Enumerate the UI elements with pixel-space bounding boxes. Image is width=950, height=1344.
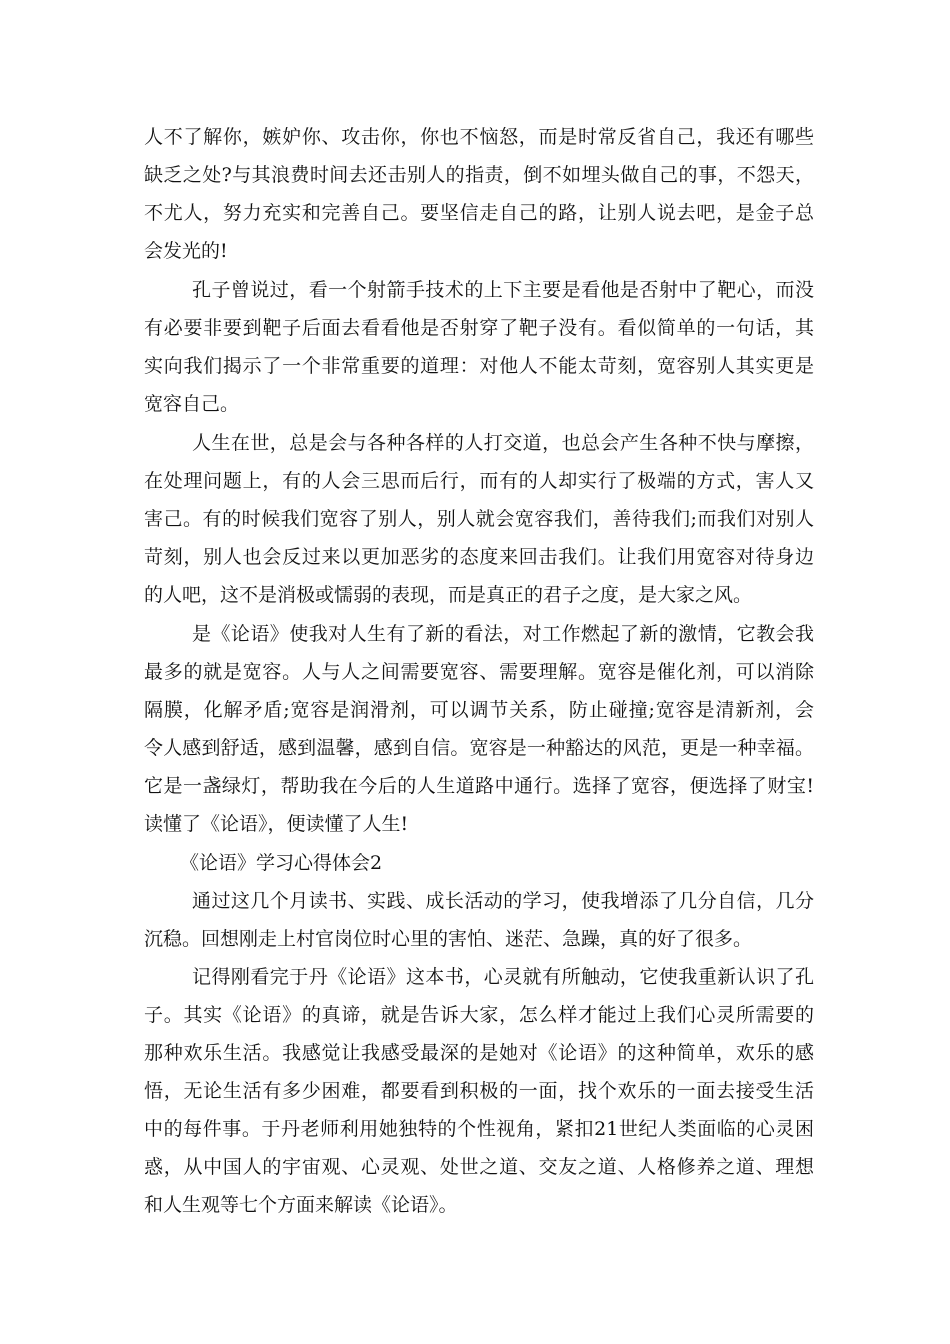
body-text-line: 记得刚看完于丹《论语》这本书，心灵就有所触动，它使我重新认识了孔 bbox=[192, 966, 814, 988]
body-text-line: 和人生观等七个方面来解读《论语》。 bbox=[144, 1194, 458, 1216]
body-text-line: 苛刻，别人也会反过来以更加恶劣的态度来回击我们。让我们用宽容对待身边 bbox=[144, 546, 814, 568]
body-text-line: 缺乏之处?与其浪费时间去还击别人的指责，倒不如埋头做自己的事，不怨天， bbox=[144, 164, 814, 186]
body-text-line: 孔子曾说过，看一个射箭手技术的上下主要是看他是否射中了靶心，而没 bbox=[192, 279, 814, 301]
body-text-line: 它是一盏绿灯，帮助我在今后的人生道路中通行。选择了宽容，便选择了财宝! bbox=[144, 775, 814, 797]
body-text-line: 有必要非要到靶子后面去看看他是否射穿了靶子没有。看似简单的一句话，其 bbox=[144, 317, 814, 339]
body-text-line: 读懂了《论语》，便读懂了人生! bbox=[144, 813, 409, 835]
body-text-line: 最多的就是宽容。人与人之间需要宽容、需要理解。宽容是催化剂，可以消除 bbox=[144, 661, 814, 683]
body-text-line: 宽容自己。 bbox=[144, 393, 240, 415]
body-text-line: 惑，从中国人的宇宙观、心灵观、处世之道、交友之道、人格修养之道、理想 bbox=[144, 1156, 814, 1178]
body-text-line: 是《论语》使我对人生有了新的看法，对工作燃起了新的激情，它教会我 bbox=[192, 623, 814, 645]
body-text-line: 人不了解你，嫉妒你、攻击你，你也不恼怒，而是时常反省自己，我还有哪些 bbox=[144, 126, 814, 148]
body-text-line: 害己。有的时候我们宽容了别人，别人就会宽容我们，善待我们;而我们对别人 bbox=[144, 508, 814, 530]
body-text-line: 会发光的! bbox=[144, 240, 228, 262]
body-text-line: 隔膜，化解矛盾;宽容是润滑剂，可以调节关系，防止碰撞;宽容是清新剂，会 bbox=[144, 699, 814, 721]
body-text-line: 的人吧，这不是消极或懦弱的表现，而是真正的君子之度，是大家之风。 bbox=[144, 584, 753, 606]
body-text-line: 不尤人，努力充实和完善自己。要坚信走自己的路，让别人说去吧，是金子总 bbox=[144, 202, 814, 224]
body-text-line: 实向我们揭示了一个非常重要的道理：对他人不能太苛刻，宽容别人其实更是 bbox=[144, 355, 814, 377]
body-text-line: 中的每件事。于丹老师利用她独特的个性视角，紧扣21世纪人类面临的心灵困 bbox=[144, 1118, 814, 1140]
body-text-line: 令人感到舒适，感到温馨，感到自信。宽容是一种豁达的风范，更是一种幸福。 bbox=[144, 737, 814, 759]
body-text-line: 沉稳。回想刚走上村官岗位时心里的害怕、迷茫、急躁，真的好了很多。 bbox=[144, 928, 753, 950]
body-text-line: 悟，无论生活有多少困难，都要看到积极的一面，找个欢乐的一面去接受生活 bbox=[144, 1080, 814, 1102]
body-text-line: 子。其实《论语》的真谛，就是告诉大家，怎么样才能过上我们心灵所需要的 bbox=[144, 1004, 814, 1026]
section-heading: 《论语》学习心得体会2 bbox=[180, 852, 383, 874]
body-text-line: 那种欢乐生活。我感觉让我感受最深的是她对《论语》的这种简单，欢乐的感 bbox=[144, 1042, 814, 1064]
body-text-line: 在处理问题上，有的人会三思而后行，而有的人却实行了极端的方式，害人又 bbox=[144, 470, 814, 492]
body-text-line: 通过这几个月读书、实践、成长活动的学习，使我增添了几分自信，几分 bbox=[192, 890, 814, 912]
body-text-line: 人生在世，总是会与各种各样的人打交道，也总会产生各种不快与摩擦， bbox=[192, 432, 814, 454]
